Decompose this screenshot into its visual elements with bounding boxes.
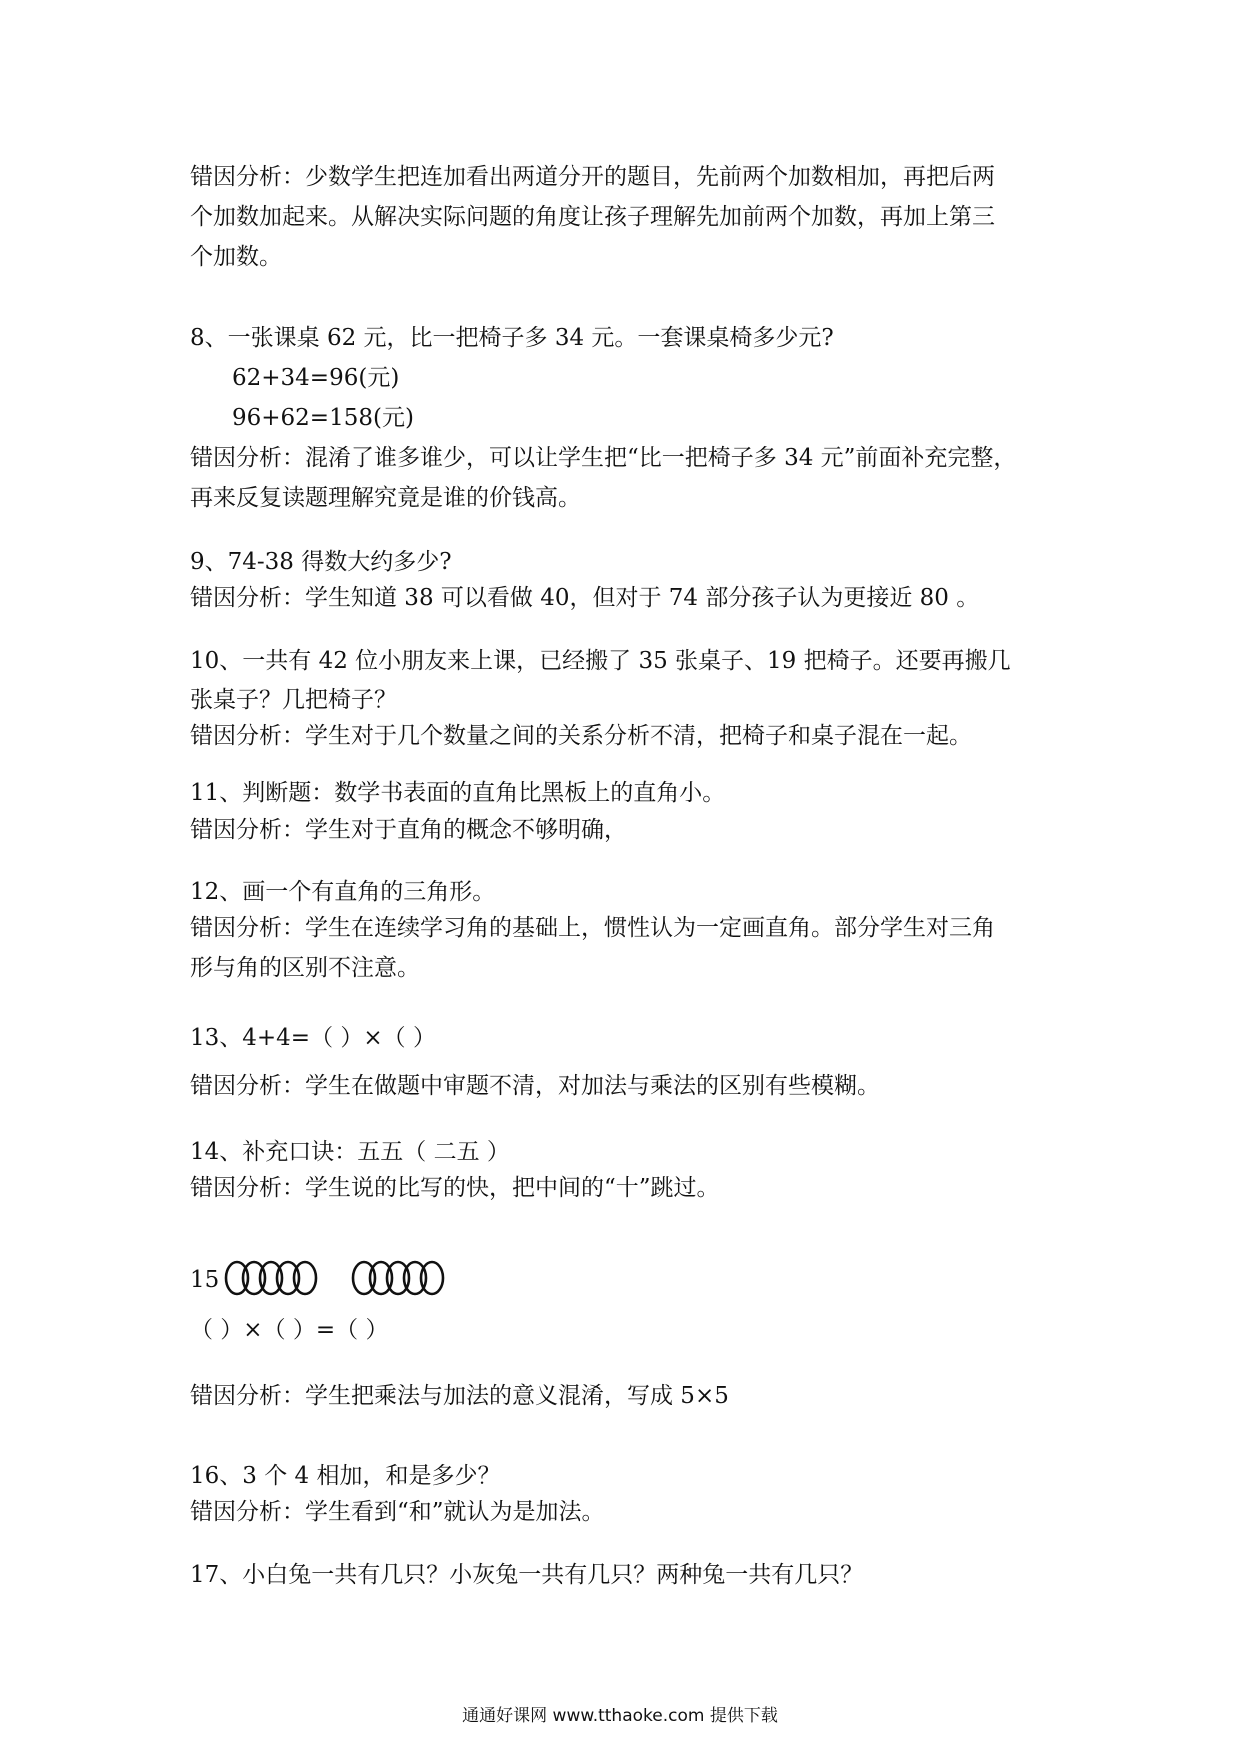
question-10: 10、一共有 42 位小朋友来上课，已经搬了 35 张桌子、19 把椅子。还要再搬几 [190, 648, 1011, 674]
text-line: 错因分析：少数学生把连加看出两道分开的题目，先前两个加数相加，再把后两 [190, 164, 995, 190]
text-line: 错因分析：学生说的比写的快，把中间的“十”跳过。 [190, 1175, 720, 1201]
equation-line: 62+34=96(元) [232, 365, 400, 391]
text-line: 错因分析：学生把乘法与加法的意义混淆，写成 5×5 [190, 1383, 729, 1409]
text-line: 错因分析：学生对于几个数量之间的关系分析不清，把椅子和桌子混在一起。 [190, 723, 972, 749]
question-8: 8、一张课桌 62 元，比一把椅子多 34 元。一套课桌椅多少元? [190, 325, 834, 351]
circle-groups-figure [224, 1256, 474, 1300]
text-line: 错因分析：混淆了谁多谁少，可以让学生把“比一把椅子多 34 元”前面补充完整， [190, 445, 1017, 471]
question-15-figure [190, 1256, 490, 1300]
equation-line: 96+62=158(元) [232, 405, 414, 431]
circle-mark [421, 1262, 443, 1294]
question-14: 14、补充口诀：五五（ 二五 ） [190, 1139, 510, 1165]
question-9: 9、74-38 得数大约多少? [190, 549, 452, 575]
question-11: 11、判断题：数学书表面的直角比黑板上的直角小。 [190, 780, 726, 806]
question-13: 13、4+4=（ ）×（ ） [190, 1025, 436, 1051]
blank-equation: （ ）×（ ）=（ ） [190, 1317, 389, 1343]
text-line: 再来反复读题理解究竟是谁的价钱高。 [190, 485, 581, 511]
text-line: 形与角的区别不注意。 [190, 955, 420, 981]
footer-text: 通通好课网 www.tthaoke.com 提供下载 [462, 1706, 778, 1726]
question-12: 12、画一个有直角的三角形。 [190, 879, 496, 905]
text-line: 错因分析：学生在做题中审题不清，对加法与乘法的区别有些模糊。 [190, 1073, 880, 1099]
text-line: 个加数。 [190, 244, 282, 270]
circle-mark [294, 1262, 316, 1294]
text-line: 错因分析：学生知道 38 可以看做 40，但对于 74 部分孩子认为更接近 80 。 [190, 585, 980, 611]
text-line: 张桌子？几把椅子？ [190, 687, 397, 713]
question-15-number: 15 [190, 1267, 220, 1293]
question-16: 16、3 个 4 相加，和是多少？ [190, 1463, 501, 1489]
text-line: 错因分析：学生对于直角的概念不够明确， [190, 817, 627, 843]
question-17: 17、小白兔一共有几只？小灰兔一共有几只？两种兔一共有几只？ [190, 1562, 864, 1588]
text-line: 错因分析：学生看到“和”就认为是加法。 [190, 1499, 605, 1525]
text-line: 错因分析：学生在连续学习角的基础上，惯性认为一定画直角。部分学生对三角 [190, 915, 995, 941]
text-line: 个加数加起来。从解决实际问题的角度让孩子理解先加前两个加数，再加上第三 [190, 204, 995, 230]
